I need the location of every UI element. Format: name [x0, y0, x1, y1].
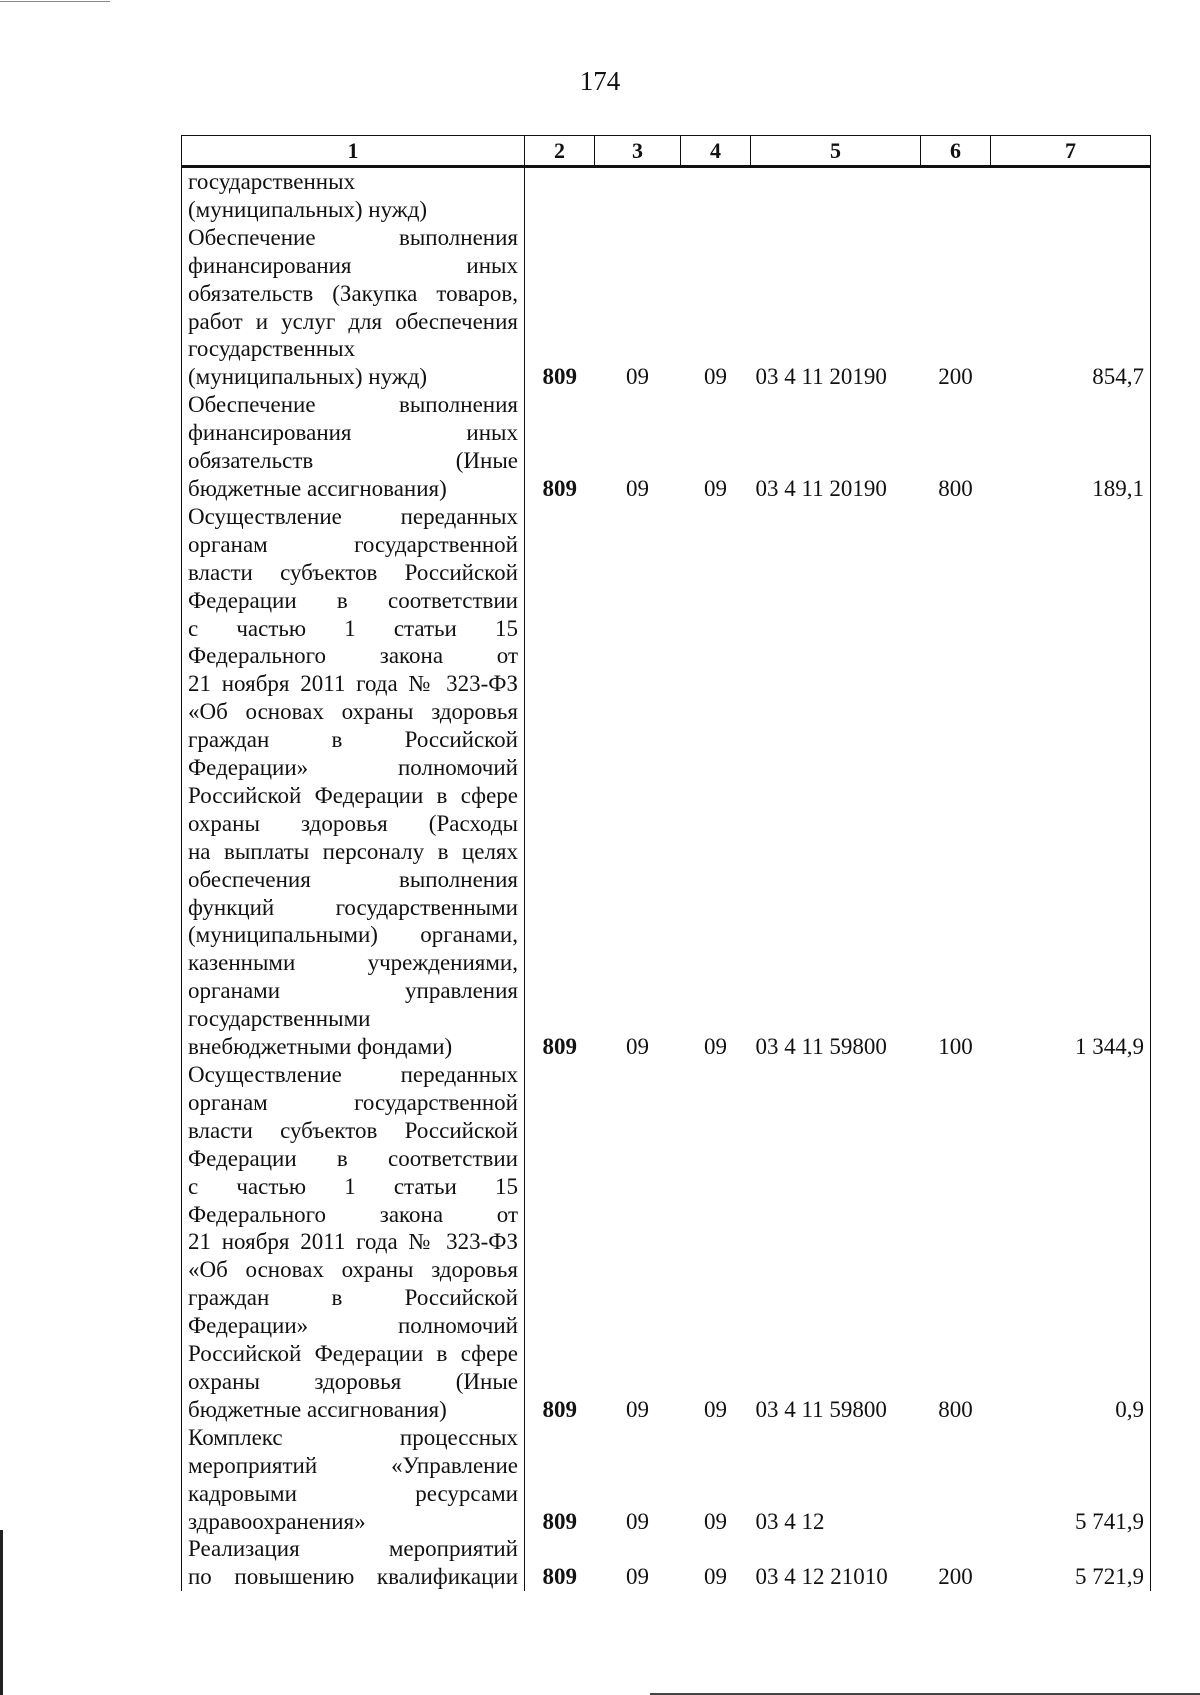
description-line: государственными	[188, 1006, 371, 1032]
description-line: казенными учреждениями,	[188, 950, 518, 976]
description-line: на выплаты персоналу в целях	[188, 838, 518, 864]
row-description	[182, 167, 525, 224]
description-line: Федерального закона от	[188, 1201, 518, 1227]
column-header: 5	[751, 136, 921, 167]
amount-value: 5 741,9	[991, 1424, 1151, 1536]
description-line: охраны здоровья (Расходы	[188, 810, 518, 836]
table-row	[182, 1535, 1151, 1591]
row-description	[182, 1424, 525, 1536]
description-line: обязательств (Закупка товаров,	[188, 280, 518, 306]
amount-value: 854,7	[991, 224, 1151, 391]
section-code: 09	[626, 1508, 649, 1534]
description-line: мероприятий «Управление	[188, 1452, 518, 1478]
description-line: Обеспечение выполнения	[188, 392, 518, 418]
description-line: органам государственной	[188, 1089, 518, 1115]
ministry-code: 809	[525, 1061, 595, 1424]
description-line: Федерального закона от	[188, 643, 518, 669]
description-line: власти субъектов Российской	[188, 559, 518, 585]
section-code: 09	[626, 364, 649, 390]
description-line: Реализация мероприятий	[188, 1536, 518, 1562]
amount-value: 0,9	[991, 1061, 1151, 1424]
scan-margin-line	[0, 1530, 3, 1695]
scan-edge-line	[0, 1, 110, 2]
description-line: органам государственной	[188, 531, 518, 557]
expense-type-code: 800	[938, 475, 973, 501]
row-description	[182, 503, 525, 1061]
description-line: 21 ноября 2011 года № 323-ФЗ	[188, 1229, 518, 1255]
description-line: Федерации» полномочий	[188, 755, 518, 781]
section-code: 09	[626, 1034, 649, 1060]
amount-value: 1 344,9	[991, 503, 1151, 1061]
target-article-code: 03 4 12	[755, 1508, 825, 1534]
subsection-code: 09	[704, 1396, 727, 1422]
description-line: Комплекс процессных	[188, 1424, 518, 1450]
row-description	[182, 391, 525, 503]
expense-type-code: 200	[938, 1564, 973, 1590]
description-line: бюджетные ассигнования)	[188, 1396, 447, 1422]
description-line: 21 ноября 2011 года № 323-ФЗ	[188, 671, 518, 697]
description-line: Российской Федерации в сфере	[188, 782, 518, 808]
description-line: Федерации» полномочий	[188, 1313, 518, 1339]
target-article-code: 03 4 11 59800	[755, 1034, 887, 1060]
description-line: бюджетные ассигнования)	[188, 475, 447, 501]
section-code	[595, 167, 681, 224]
row-description	[182, 1535, 525, 1591]
target-article-code: 03 4 11 20190	[755, 364, 887, 390]
target-article-code: 03 4 12 21010	[755, 1564, 888, 1590]
description-line: граждан в Российской	[188, 1285, 518, 1311]
ministry-code: 809	[525, 1424, 595, 1536]
table-row	[182, 1061, 1151, 1424]
description-line: финансирования иных	[188, 252, 518, 278]
description-line: функций государственными	[188, 894, 518, 920]
table-row	[182, 224, 1151, 391]
amount-value: 5 721,9	[991, 1535, 1151, 1591]
ministry-code: 809	[525, 391, 595, 503]
description-line: «Об основах охраны здоровья	[188, 699, 518, 725]
target-article-code: 03 4 11 59800	[755, 1396, 887, 1422]
description-line: государственных	[188, 169, 356, 194]
description-line: Осуществление переданных	[188, 1062, 518, 1087]
description-line: органами управления	[188, 978, 518, 1004]
description-line: Осуществление переданных	[188, 503, 518, 529]
ministry-code: 809	[525, 224, 595, 391]
subsection-code	[681, 167, 751, 224]
description-line: обеспечения выполнения	[188, 866, 518, 892]
description-line: граждан в Российской	[188, 727, 518, 753]
description-line: (муниципальных) нужд)	[188, 196, 428, 222]
description-line: с частью 1 статьи 15	[188, 615, 518, 641]
row-description	[182, 1061, 525, 1424]
expense-type-code	[921, 167, 991, 224]
description-line: финансирования иных	[188, 420, 518, 446]
amount-value: 189,1	[991, 391, 1151, 503]
column-header: 2	[525, 136, 595, 167]
header-row	[182, 136, 1151, 167]
ministry-code	[525, 167, 595, 224]
column-header: 6	[921, 136, 991, 167]
budget-table	[181, 135, 1151, 1591]
column-header: 3	[595, 136, 681, 167]
target-article-code	[751, 167, 921, 224]
description-line: по повышению квалификации	[188, 1564, 518, 1590]
section-code: 09	[626, 475, 649, 501]
subsection-code: 09	[704, 1564, 727, 1590]
target-article-code: 03 4 11 20190	[755, 475, 887, 501]
expense-type-code: 200	[938, 364, 973, 390]
description-line: власти субъектов Российской	[188, 1117, 518, 1143]
amount-value	[991, 167, 1151, 224]
description-line: государственных	[188, 336, 356, 362]
ministry-code: 809	[525, 503, 595, 1061]
section-code: 09	[626, 1564, 649, 1590]
page-number: 174	[579, 66, 621, 96]
description-line: внебюджетными фондами)	[188, 1034, 453, 1060]
description-line: Российской Федерации в сфере	[188, 1341, 518, 1367]
table-row	[182, 1424, 1151, 1536]
table-row	[182, 167, 1151, 224]
description-line: охраны здоровья (Иные	[188, 1368, 518, 1394]
description-line: Федерации в соответствии	[188, 1145, 518, 1171]
subsection-code: 09	[704, 475, 727, 501]
table-row	[182, 391, 1151, 503]
column-header: 7	[991, 136, 1151, 167]
description-line: работ и услуг для обеспечения	[188, 308, 518, 334]
section-code: 09	[626, 1396, 649, 1422]
subsection-code: 09	[704, 364, 727, 390]
description-line: с частью 1 статьи 15	[188, 1173, 518, 1199]
ministry-code: 809	[525, 1535, 595, 1591]
description-line: «Об основах охраны здоровья	[188, 1257, 518, 1283]
expense-type-code: 800	[938, 1396, 973, 1422]
description-line: кадровыми ресурсами	[188, 1480, 518, 1506]
expense-type-code: 100	[938, 1034, 973, 1060]
subsection-code: 09	[704, 1034, 727, 1060]
description-line: обязательств (Иные	[188, 448, 518, 474]
description-line: (муниципальных) нужд)	[188, 364, 428, 390]
description-line: (муниципальными) органами,	[188, 922, 518, 948]
description-line: Обеспечение выполнения	[188, 224, 518, 250]
table-body	[182, 167, 1151, 1592]
table-row	[182, 503, 1151, 1061]
subsection-code: 09	[704, 1508, 727, 1534]
row-description	[182, 224, 525, 391]
expense-type-code	[921, 1424, 991, 1536]
column-header: 4	[681, 136, 751, 167]
description-line: Федерации в соответствии	[188, 587, 518, 613]
column-header: 1	[182, 136, 525, 167]
description-line: здравоохранения»	[188, 1508, 366, 1534]
